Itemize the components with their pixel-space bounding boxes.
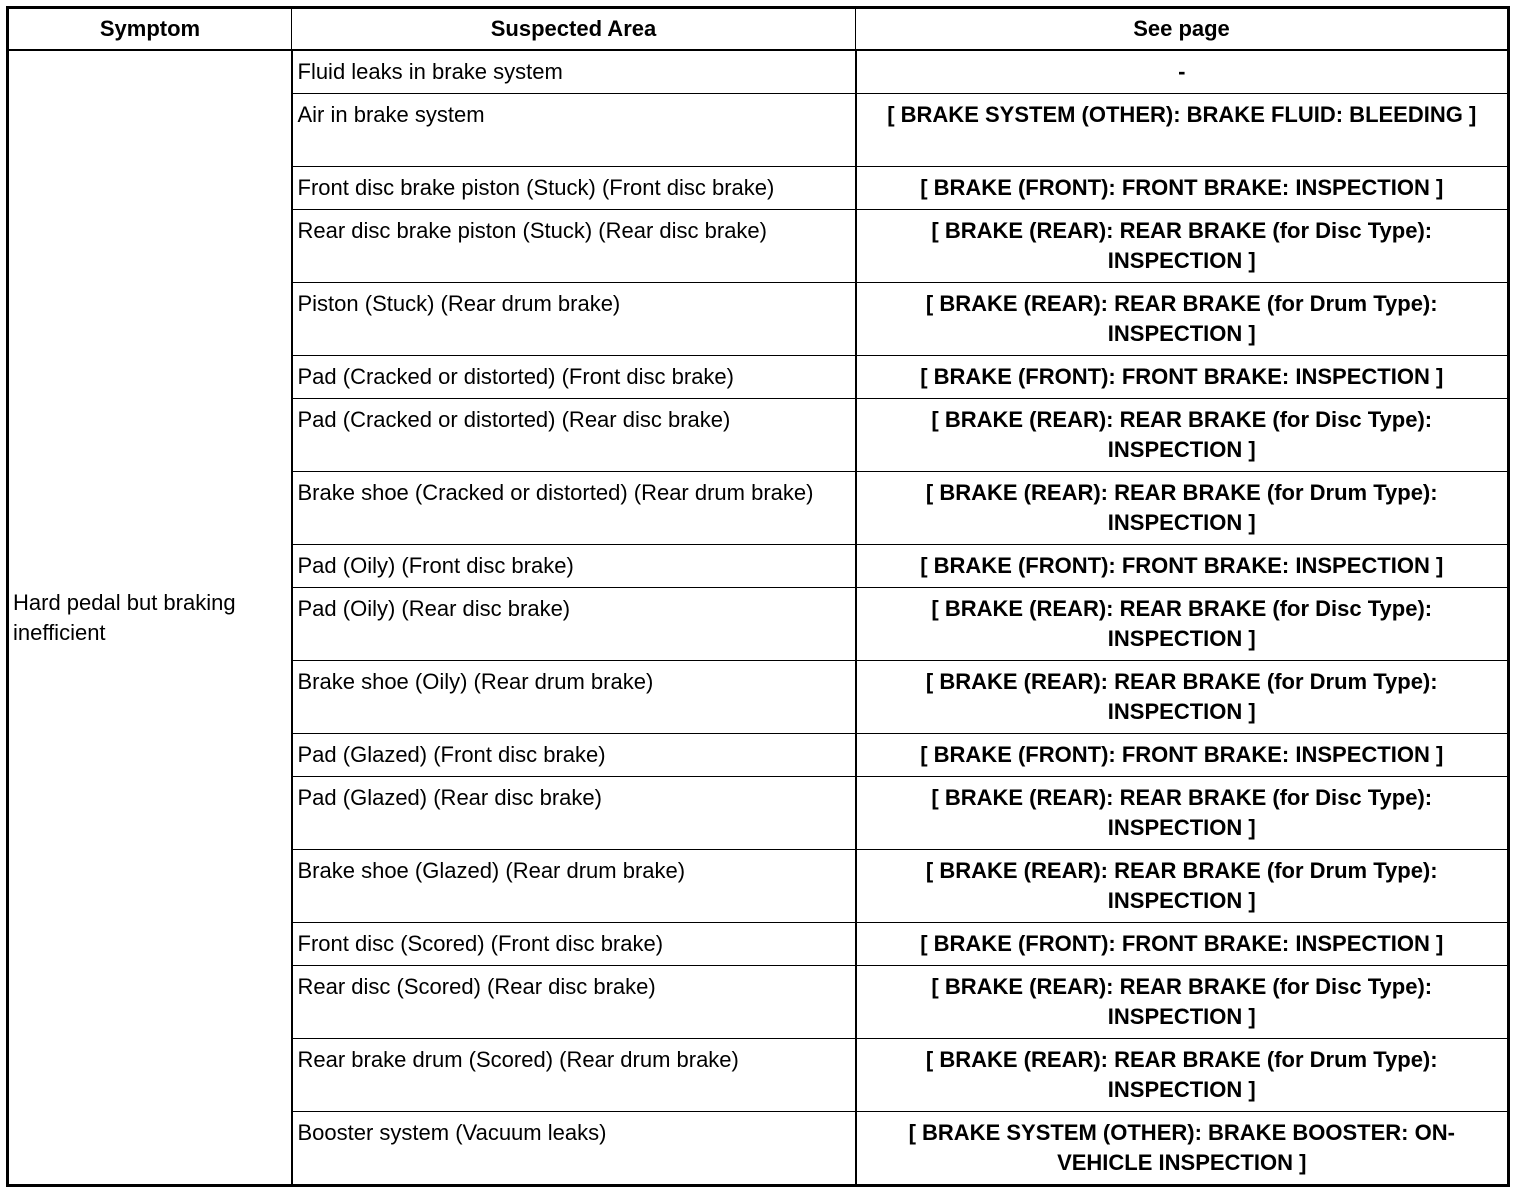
see-page-cell: - <box>856 50 1509 94</box>
header-see-page: See page <box>856 8 1509 51</box>
suspected-area-cell: Air in brake system <box>292 94 856 167</box>
see-page-link[interactable]: [ BRAKE (REAR): REAR BRAKE (for Drum Type): INSPECTION ] <box>856 850 1509 923</box>
see-page-link[interactable]: [ BRAKE (FRONT): FRONT BRAKE: INSPECTION ] <box>856 545 1509 588</box>
header-row <box>8 8 1509 51</box>
see-page-link[interactable]: [ BRAKE (REAR): REAR BRAKE (for Disc Type): INSPECTION ] <box>856 966 1509 1039</box>
suspected-area-cell: Rear disc brake piston (Stuck) (Rear disc brake) <box>292 210 856 283</box>
header-suspected-area: Suspected Area <box>292 8 856 51</box>
see-page-link[interactable]: [ BRAKE (FRONT): FRONT BRAKE: INSPECTION ] <box>856 734 1509 777</box>
see-page-link[interactable]: [ BRAKE (REAR): REAR BRAKE (for Drum Type): INSPECTION ] <box>856 283 1509 356</box>
see-page-link[interactable]: [ BRAKE (FRONT): FRONT BRAKE: INSPECTION ] <box>856 356 1509 399</box>
see-page-link[interactable]: [ BRAKE (REAR): REAR BRAKE (for Disc Type): INSPECTION ] <box>856 777 1509 850</box>
suspected-area-cell: Pad (Oily) (Front disc brake) <box>292 545 856 588</box>
troubleshooting-table <box>6 6 1510 1187</box>
see-page-link[interactable]: [ BRAKE (REAR): REAR BRAKE (for Disc Type): INSPECTION ] <box>856 399 1509 472</box>
suspected-area-cell: Fluid leaks in brake system <box>292 50 856 94</box>
suspected-area-cell: Pad (Cracked or distorted) (Rear disc brake) <box>292 399 856 472</box>
suspected-area-cell: Pad (Glazed) (Front disc brake) <box>292 734 856 777</box>
suspected-area-cell: Piston (Stuck) (Rear drum brake) <box>292 283 856 356</box>
see-page-link[interactable]: [ BRAKE (FRONT): FRONT BRAKE: INSPECTION ] <box>856 923 1509 966</box>
suspected-area-cell: Brake shoe (Oily) (Rear drum brake) <box>292 661 856 734</box>
suspected-area-cell: Rear disc (Scored) (Rear disc brake) <box>292 966 856 1039</box>
see-page-link[interactable]: [ BRAKE (REAR): REAR BRAKE (for Drum Type): INSPECTION ] <box>856 661 1509 734</box>
suspected-area-cell: Booster system (Vacuum leaks) <box>292 1112 856 1186</box>
header-symptom: Symptom <box>8 8 292 51</box>
suspected-area-cell: Front disc (Scored) (Front disc brake) <box>292 923 856 966</box>
see-page-link[interactable]: [ BRAKE (REAR): REAR BRAKE (for Drum Type): INSPECTION ] <box>856 1039 1509 1112</box>
suspected-area-cell: Pad (Cracked or distorted) (Front disc brake) <box>292 356 856 399</box>
table-row <box>8 50 1509 94</box>
see-page-link[interactable]: [ BRAKE SYSTEM (OTHER): BRAKE FLUID: BLEEDING ] <box>856 94 1509 167</box>
suspected-area-cell: Front disc brake piston (Stuck) (Front disc brake) <box>292 167 856 210</box>
see-page-link[interactable]: [ BRAKE (REAR): REAR BRAKE (for Disc Type): INSPECTION ] <box>856 588 1509 661</box>
suspected-area-cell: Pad (Glazed) (Rear disc brake) <box>292 777 856 850</box>
suspected-area-cell: Brake shoe (Cracked or distorted) (Rear drum brake) <box>292 472 856 545</box>
suspected-area-cell: Brake shoe (Glazed) (Rear drum brake) <box>292 850 856 923</box>
see-page-link[interactable]: [ BRAKE (REAR): REAR BRAKE (for Disc Type): INSPECTION ] <box>856 210 1509 283</box>
see-page-link[interactable]: [ BRAKE SYSTEM (OTHER): BRAKE BOOSTER: ON-VEHICLE INSPECTION ] <box>856 1112 1509 1186</box>
symptom-cell: Hard pedal but braking inefficient <box>8 50 292 1186</box>
see-page-link[interactable]: [ BRAKE (FRONT): FRONT BRAKE: INSPECTION ] <box>856 167 1509 210</box>
suspected-area-cell: Rear brake drum (Scored) (Rear drum brake) <box>292 1039 856 1112</box>
see-page-link[interactable]: [ BRAKE (REAR): REAR BRAKE (for Drum Type): INSPECTION ] <box>856 472 1509 545</box>
suspected-area-cell: Pad (Oily) (Rear disc brake) <box>292 588 856 661</box>
